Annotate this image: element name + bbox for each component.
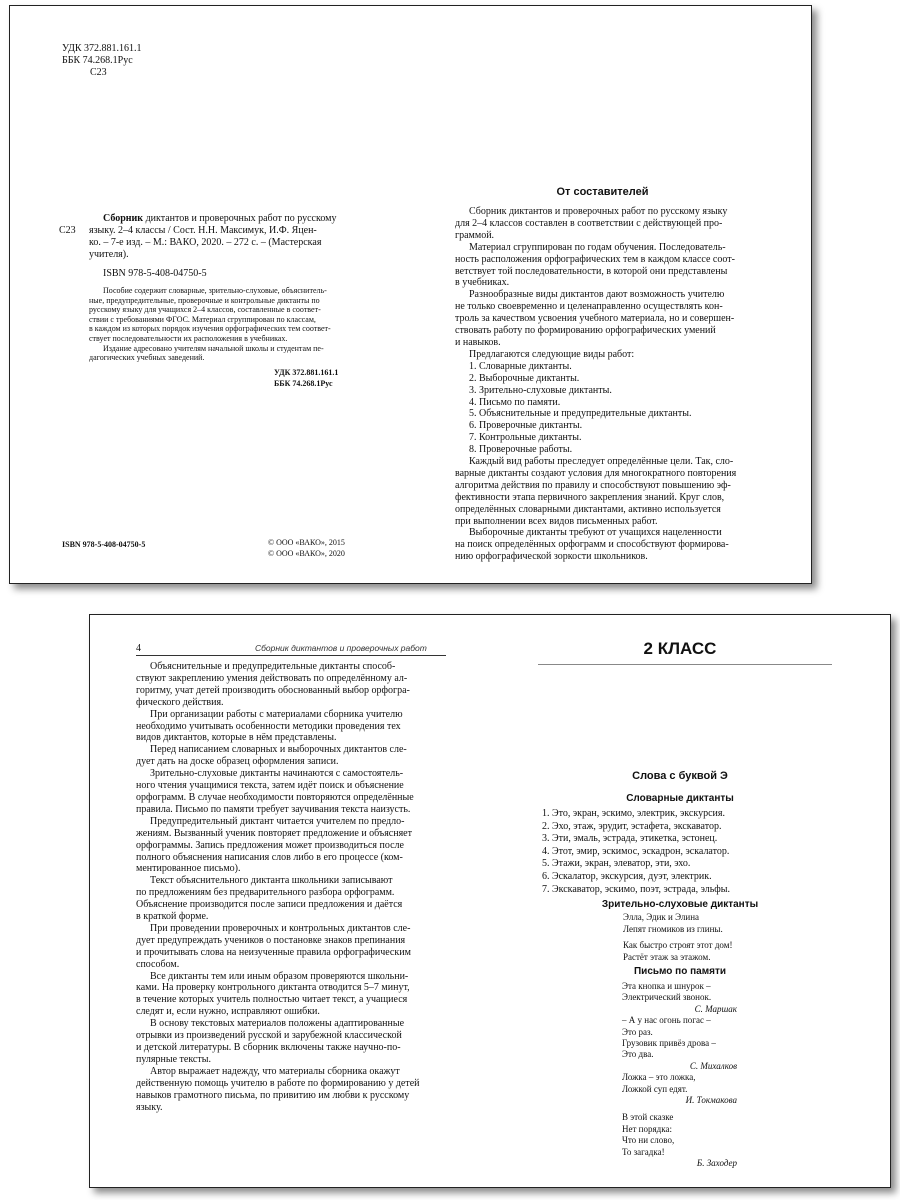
preface-line: Каждый вид работы преследует определённые цели. Так, сло- xyxy=(469,456,734,468)
body-line: ментированное письмо). xyxy=(136,863,241,875)
dictionary-item: 6. Эскалатор, экскурсия, дуэт, электрик. xyxy=(542,870,712,882)
dictionary-item: 2. Эхо, этаж, эрудит, эстафета, экскаватор. xyxy=(542,820,722,832)
chapter-title: 2 КЛАСС xyxy=(643,639,717,658)
preface-line: варные диктанты создают условия для многократного повторения xyxy=(455,467,737,479)
body-line: В основу текстовых материалов положены адаптированные xyxy=(150,1018,405,1030)
verse-line: Нет порядка: xyxy=(622,1123,672,1134)
dictionary-item: 4. Этот, эмир, эскимос, эскадрон, эскалатор. xyxy=(542,845,730,857)
body-line: дует предупреждать учеников о постановке знаков препинания xyxy=(136,934,406,946)
verse-line: – А у нас огонь погас – xyxy=(622,1015,711,1026)
list-item: 4. Письмо по памяти. xyxy=(469,396,561,408)
classification-codes xyxy=(274,367,338,389)
running-head: Сборник диктантов и проверочных работ xyxy=(255,643,427,653)
body-line: Предупредительный диктант читается учителем по предло- xyxy=(150,815,405,827)
body-line: фического действия. xyxy=(136,696,224,708)
body-line: навыков грамотного письма, по привитию им любви к русскому xyxy=(136,1089,410,1101)
body-line: необходимо учитывать особенности методики проведения тех xyxy=(136,720,401,732)
body-line: Все диктанты тем или иным образом проверяются школьни- xyxy=(150,970,409,982)
list-intro: Предлагаются следующие виды работ: xyxy=(469,348,635,360)
methodology-page xyxy=(90,615,490,1187)
body-line: ного чтения учащимися текста, затем идёт поиск и объяснение xyxy=(136,780,404,792)
author-mark: С23 xyxy=(90,67,107,78)
copyright-line: © ООО «ВАКО», 2015 xyxy=(268,538,345,547)
preface-line: в учебниках. xyxy=(455,277,510,289)
preface-line: ветствует той последовательности, в которой они представлены xyxy=(455,265,728,277)
verse-line: Ложкой суп едят. xyxy=(622,1083,688,1094)
verse-line: Ложка – это ложка, xyxy=(622,1072,696,1083)
preface-line: Сборник диктантов и проверочных работ по русскому языку xyxy=(469,206,728,217)
body-line: следят и, если нужно, исправляют ошибки. xyxy=(136,1006,320,1018)
poem-author: С. Михалков xyxy=(689,1060,737,1071)
heading-memory-writing: Письмо по памяти xyxy=(633,966,726,977)
bbk-short: ББК 74.268.1Рус xyxy=(274,379,333,388)
preface-line: алгоритма действия по правилу и способствуют повышению эф- xyxy=(455,479,731,491)
body-line: отрывки из произведений русской и зарубежной классической xyxy=(136,1030,402,1042)
verse-line: Элла, Эдик и Элина xyxy=(623,912,700,922)
list-item: 5. Объяснительные и предупредительные диктанты. xyxy=(469,408,692,420)
verse-line: Это два. xyxy=(622,1049,654,1060)
catalog-line: учителя). xyxy=(89,249,129,260)
body-line: При организации работы с материалами сборника учителю xyxy=(150,708,403,720)
body-line: видов диктантов, которые в нём представлены. xyxy=(136,732,337,744)
list-item: 7. Контрольные диктанты. xyxy=(469,432,582,444)
annotation-line: ствует последовательности их расположения в учебниках. xyxy=(89,333,288,343)
verse-line: Электрический звонок. xyxy=(622,992,712,1003)
list-item: 6. Проверочные диктанты. xyxy=(469,420,583,432)
body-line: по предложениям без предварительного разбора орфограмм. xyxy=(136,887,395,899)
udk-short: УДК 372.881.161.1 xyxy=(274,368,339,377)
methodology-body xyxy=(136,661,448,1113)
annotation-line: ствии с требованиями ФГОС. Материал сгруппирован по классам, xyxy=(89,314,316,324)
grade2-page xyxy=(490,615,890,1187)
preface-line: Разнообразные виды диктантов дают возможность учителю xyxy=(469,289,725,301)
preface-title: От составителей xyxy=(556,186,649,198)
preface-line: нию орфографической зоркости школьников. xyxy=(455,551,648,563)
body-line: правила. Письмо по памяти требует заучивания текста наизусть. xyxy=(136,803,411,815)
body-line: Автор выражает надежду, что материалы сборника окажут xyxy=(150,1065,400,1077)
body-line: Зрительно-слуховые диктанты начинаются с самостоятель- xyxy=(150,768,404,780)
body-line: При проведении проверочных и контрольных диктантов сле- xyxy=(150,922,411,934)
annotation-line: дагогических учебных заведений. xyxy=(89,353,205,363)
dictionary-item: 3. Эти, эмаль, эстрада, этикетка, эстонец. xyxy=(542,833,718,845)
list-item: 3. Зрительно-слуховые диктанты. xyxy=(469,384,612,396)
verse-line: Грузовик привёз дрова – xyxy=(622,1038,716,1049)
dictionary-list xyxy=(542,808,730,896)
body-line: орфограммы. Запись предложения может производиться после xyxy=(136,839,404,851)
body-line: и детской литературы. В сборник включены также научно-по- xyxy=(136,1042,401,1053)
bbk-line: ББК 74.268.1Рус xyxy=(62,55,133,66)
preface-line: при выполнении всех видов письменных работ. xyxy=(455,515,658,527)
list-item: 1. Словарные диктанты. xyxy=(469,360,572,372)
annotation-line: ные, предупредительные, проверочные и контрольные диктанты по xyxy=(89,295,320,305)
preface-line: Материал сгруппирован по годам обучения. Последователь- xyxy=(469,241,726,253)
body-line: дует дать на доске образец оформления записи. xyxy=(136,756,339,768)
annotation-line: Пособие содержит словарные, зрительно-слуховые, объяснитель- xyxy=(103,286,327,295)
annotation-line: русскому языку для учащихся 2–4 классов, составленные в соответ- xyxy=(89,305,321,315)
body-line: полного объяснения написания слов либо в его процессе (ком- xyxy=(136,851,403,863)
chapter-rule xyxy=(538,664,832,665)
list-item: 2. Выборочные диктанты. xyxy=(469,372,580,384)
visual-auditory-text xyxy=(623,912,732,963)
body-line: Объяснительные и предупредительные диктанты способ- xyxy=(150,661,396,672)
poem-author: С. Маршак xyxy=(694,1003,737,1014)
isbn-line: ISBN 978-5-408-04750-5 xyxy=(103,268,207,279)
dictionary-item: 1. Это, экран, эскимо, электрик, экскурсия. xyxy=(542,808,725,819)
catalog-line: ко. – 7-е изд. – М.: ВАКО, 2020. – 272 с. – (Мастерская xyxy=(89,237,322,248)
udk-line: УДК 372.881.161.1 xyxy=(62,43,142,54)
memory-writing-text xyxy=(622,981,737,1170)
body-line: Текст объяснительного диктанта школьники записывают xyxy=(150,875,393,887)
verse-line: То загадка! xyxy=(622,1146,665,1157)
copyright-line: © ООО «ВАКО», 2020 xyxy=(268,549,345,558)
annotation-line: Издание адресовано учителям начальной школы и студентам пе- xyxy=(103,343,324,353)
list-item: 8. Проверочные работы. xyxy=(469,444,573,456)
verse-line: Растёт этаж за этажом. xyxy=(623,951,711,962)
catalog-code: С23 xyxy=(59,225,76,236)
body-line: в течение которых учитель полностью читает текст, а учащиеся xyxy=(136,994,408,1006)
udk-header xyxy=(62,43,142,79)
verse-line: Лепят гномиков из глины. xyxy=(623,923,723,934)
body-line: горитму, учат детей производить обоснованный выбор орфогра- xyxy=(136,684,410,696)
preface-line: и навыков. xyxy=(455,336,501,348)
annotation-line: в каждом из которых порядок изучения орфографических тем соответ- xyxy=(89,324,331,334)
section-title: Слова с буквой Э xyxy=(632,770,728,782)
poem-author: И. Токмакова xyxy=(685,1095,737,1106)
body-line: жениям. Вызванный ученик повторяет предложение и объясняет xyxy=(136,827,412,839)
preface-line: на поиск определённых орфограмм и способствуют формирова- xyxy=(455,539,729,551)
body-line: ками. На проверку контрольного диктанта отводится 5–7 минут, xyxy=(136,982,410,994)
body-line: Объяснение производится после записи предложения и даётся xyxy=(136,899,403,911)
annotation xyxy=(89,286,354,363)
poem-author: Б. Заходер xyxy=(696,1158,737,1169)
body-line: действенную помощь учителю в работе по формированию у детей xyxy=(136,1077,420,1089)
preface-line: для 2–4 классов составлен в соответствии с действующей про- xyxy=(455,217,723,229)
preface-line: не только своевременно и целенаправленно осуществлять кон- xyxy=(455,301,723,313)
verse-line: Что ни слово, xyxy=(622,1135,675,1146)
footer-isbn: ISBN 978-5-408-04750-5 xyxy=(62,540,146,549)
verse-line: В этой сказке xyxy=(622,1112,674,1123)
copyright xyxy=(268,537,345,559)
preface-line: ствовать работу по формированию орфографических умений xyxy=(455,325,716,337)
catalog-line: языку. 2–4 классы / Сост. Н.Н. Максимук, И.Ф. Яцен- xyxy=(89,225,317,236)
dictionary-item: 7. Экскаватор, эскимо, поэт, эстрада, эльфы. xyxy=(542,883,731,895)
preface-line: определённых словарными диктантами, активно используется xyxy=(455,503,721,515)
body-line: и прочитывать слова на неизученные правила орфографическим xyxy=(136,946,411,958)
preface-line: фективности этапа первичного закрепления знаний. Круг слов, xyxy=(455,491,725,503)
imprint-spread xyxy=(9,5,812,584)
preface-page xyxy=(410,6,811,583)
verse-line: Как быстро строят этот дом! xyxy=(623,940,733,950)
imprint-page xyxy=(10,6,410,583)
body-line: способом. xyxy=(136,958,180,970)
body-line: ствуют закреплению умения действовать по определённому ал- xyxy=(136,672,408,684)
body-line: Перед написанием словарных и выборочных диктантов сле- xyxy=(150,744,407,756)
verse-line: Эта кнопка и шнурок – xyxy=(622,981,711,991)
body-line: пулярные тексты. xyxy=(136,1053,211,1065)
body-line: языку. xyxy=(136,1101,163,1113)
preface-body xyxy=(455,206,765,563)
catalog-line: диктантов и проверочных работ по русскому xyxy=(143,213,337,224)
catalog-title: Сборник xyxy=(103,213,144,224)
dictionary-item: 5. Этажи, экран, элеватор, эти, эхо. xyxy=(542,858,691,870)
page-number: 4 xyxy=(136,643,141,654)
body-line: в краткой форме. xyxy=(136,911,209,923)
heading-dictionary: Словарные диктанты xyxy=(626,793,734,804)
verse-line: Это раз. xyxy=(622,1026,653,1037)
content-spread xyxy=(89,614,891,1188)
catalog-entry xyxy=(89,213,354,261)
body-line: орфограмм. В случае необходимости повторяются определённые xyxy=(136,791,414,803)
preface-line: граммой. xyxy=(455,229,495,241)
preface-line: ность расположения орфографических тем в каждом классе соот- xyxy=(455,253,735,265)
preface-line: троль за качеством усвоения учебного материала, но и совершен- xyxy=(455,313,735,325)
header-rule xyxy=(136,655,446,656)
heading-visual-auditory: Зрительно-слуховые диктанты xyxy=(601,899,759,910)
preface-line: Выборочные диктанты требуют от учащихся нацеленности xyxy=(469,527,722,539)
